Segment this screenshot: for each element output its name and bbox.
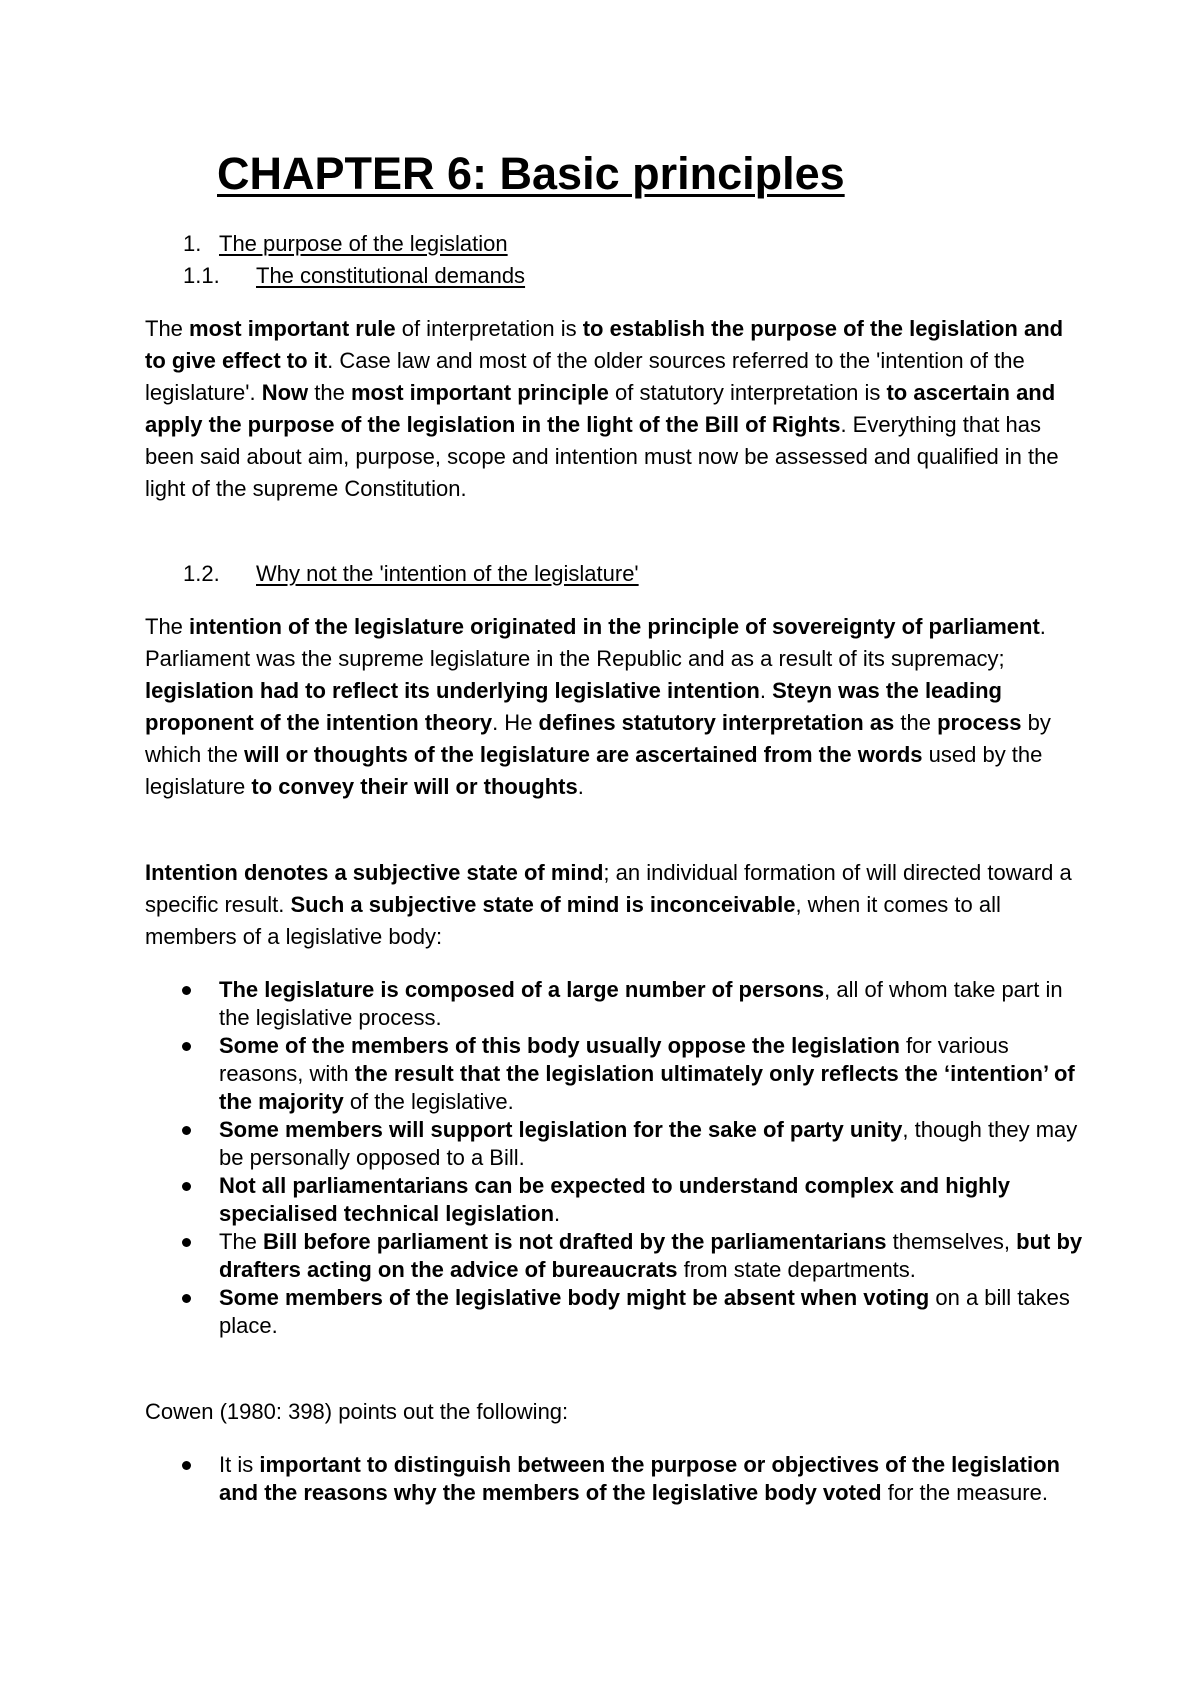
paragraph-intention (145, 611, 1075, 803)
bold-text-run: Some members of the legislative body might be absent when voting (219, 1285, 930, 1310)
bullet-list-reasons (175, 976, 1085, 1340)
text-run: . (577, 774, 584, 799)
bold-text-run: most important principle (350, 380, 609, 405)
bullet-item (175, 1116, 1085, 1172)
paragraph-subjective-state (145, 857, 1075, 953)
text-run: , when it comes to all members of a legislative body: (145, 892, 1001, 949)
text-run: for various reasons, with (219, 1033, 1009, 1086)
bullet-list-cowen (175, 1451, 1085, 1507)
heading-number: 1. (183, 231, 202, 256)
bullet-dot-icon (182, 1182, 191, 1191)
text-run: . (554, 1201, 561, 1226)
bullet-item (175, 976, 1085, 1032)
text-run: for the measure. (881, 1480, 1048, 1505)
text-run: on a bill takes place. (219, 1285, 1070, 1338)
text-run: The (145, 316, 190, 341)
bold-text-run: Not all parliamentarians can be expected to understand complex and highly specialised technical legislation (219, 1173, 1010, 1226)
text-run: of the legislative. (343, 1089, 514, 1114)
bold-text-run: most important rule (189, 316, 396, 341)
text-run: of statutory interpretation is (608, 380, 887, 405)
text-run: . He (492, 710, 539, 735)
bold-text-run: Intention denotes a subjective state of mind (145, 860, 604, 885)
text-run: ; an individual formation of will directed toward a specific result. (145, 860, 1072, 917)
bullet-dot-icon (182, 1126, 191, 1135)
bold-text-run: Now (261, 380, 309, 405)
bullet-item (175, 1172, 1085, 1228)
text-run: It is (219, 1452, 260, 1477)
text-run: The (219, 1229, 264, 1254)
bold-text-run: The legislature is composed of a large number of persons (219, 977, 825, 1002)
page-title: CHAPTER 6: Basic principles (217, 148, 845, 199)
bold-text-run: important to distinguish between the purpose or objectives of the legislation and the reasons why the members of the legislative body voted (219, 1452, 1060, 1505)
bullet-item (175, 1032, 1085, 1116)
text-run: , all of whom take part in the legislative process. (219, 977, 1063, 1030)
heading-text: Why not the 'intention of the legislature' (256, 561, 639, 586)
text-run: , though they may be personally opposed to a Bill. (219, 1117, 1078, 1170)
bold-text-run: Some members will support legislation for the sake of party unity (219, 1117, 903, 1142)
bullet-dot-icon (182, 1042, 191, 1051)
text-run: The (145, 614, 190, 639)
bold-text-run: but by drafters acting on the advice of bureaucrats (219, 1229, 1083, 1282)
heading-text: The constitutional demands (256, 263, 526, 288)
bold-text-run: to establish the purpose of the legislation and to give effect to it (145, 316, 1064, 373)
text-run: the (308, 380, 351, 405)
bold-text-run: to convey their will or thoughts (251, 774, 578, 799)
bullet-dot-icon (182, 1238, 191, 1247)
text-run: themselves, (886, 1229, 1017, 1254)
text-run: of interpretation is (395, 316, 583, 341)
bold-text-run: intention of the legislature originated in the principle of sovereignty of parliament (189, 614, 1040, 639)
text-run: Cowen (1980: 398) points out the following: (145, 1399, 569, 1424)
bullet-dot-icon (182, 1294, 191, 1303)
bullet-item (175, 1451, 1085, 1507)
bold-text-run: Such a subjective state of mind is inconceivable (290, 892, 796, 917)
bold-text-run: Bill before parliament is not drafted by the parliamentarians (263, 1229, 887, 1254)
text-run: . (759, 678, 773, 703)
heading-number: 1.2. (183, 561, 220, 586)
text-run: . Parliament was the supreme legislature in the Republic and as a result of its supremacy; (145, 614, 1046, 671)
bullet-item (175, 1228, 1085, 1284)
text-run: the (894, 710, 938, 735)
bold-text-run: will or thoughts of the legislature are ascertained from the words (244, 742, 923, 767)
paragraph-cowen (145, 1396, 1075, 1428)
text-run: . Case law and most of the older sources referred to the 'intention of the legislature'. (145, 348, 1025, 405)
bullet-dot-icon (182, 1461, 191, 1470)
heading-text: The purpose of the legislation (219, 231, 508, 256)
bold-text-run: Some of the members of this body usually oppose the legislation (219, 1033, 900, 1058)
bold-text-run: defines statutory interpretation as (538, 710, 895, 735)
heading-number: 1.1. (183, 263, 220, 288)
bold-text-run: process (937, 710, 1022, 735)
text-run: . Everything that has been said about aim, purpose, scope and intention must now be assessed and qualified in the light of the supreme Constitution. (145, 412, 1059, 501)
bold-text-run: to ascertain and apply the purpose of the legislation in the light of the Bill of Rights (145, 380, 1056, 437)
text-run: from state departments. (677, 1257, 916, 1282)
bold-text-run: the result that the legislation ultimately only reflects the ‘intention’ of the majority (219, 1061, 1075, 1114)
bold-text-run: legislation had to reflect its underlying legislative intention (145, 678, 760, 703)
paragraph-purpose (145, 313, 1075, 505)
bullet-item (175, 1284, 1085, 1340)
text-run: used by the legislature (145, 742, 1043, 799)
bold-text-run: Steyn was the leading proponent of the intention theory (145, 678, 1002, 735)
bullet-dot-icon (182, 986, 191, 995)
text-run: by which the (145, 710, 1051, 767)
